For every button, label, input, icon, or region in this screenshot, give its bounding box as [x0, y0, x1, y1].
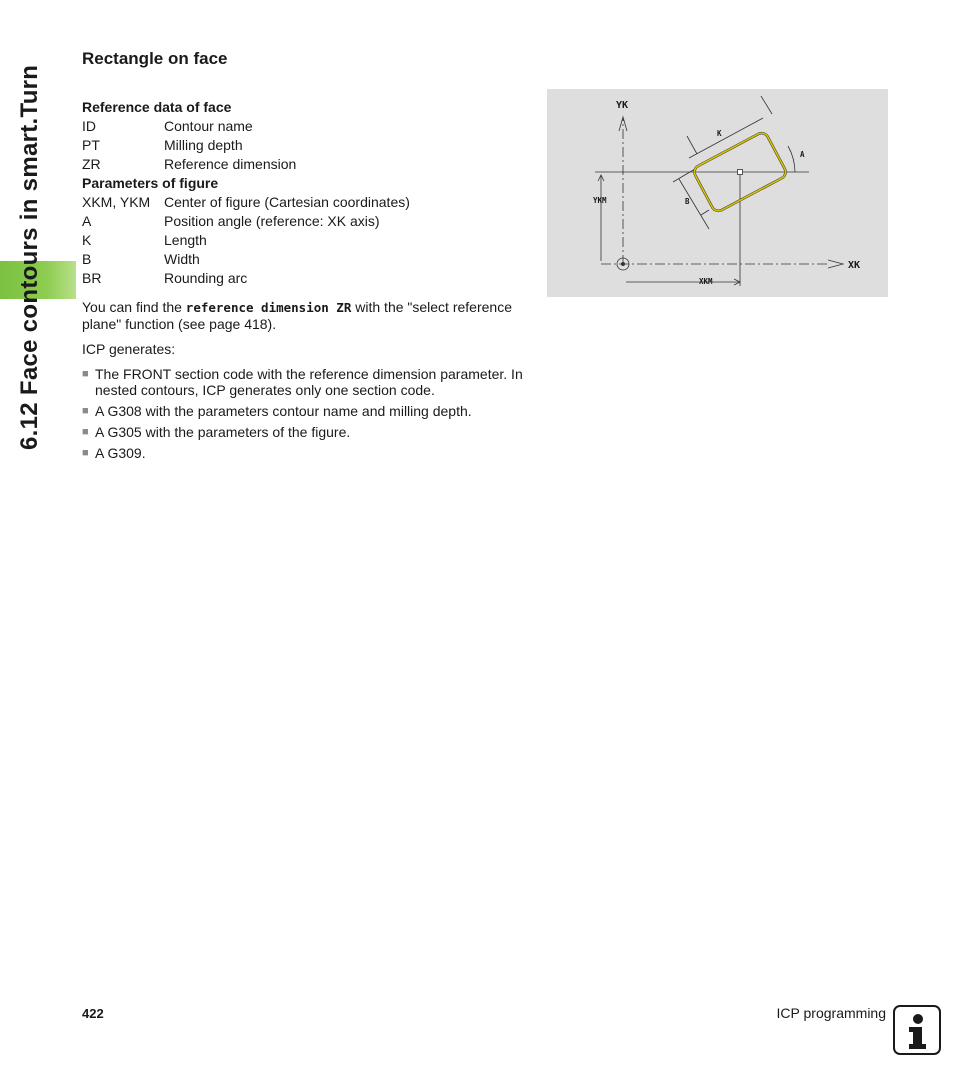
- origin-dot: [621, 262, 624, 265]
- label-b: B: [685, 197, 690, 206]
- param-row: [82, 250, 410, 269]
- param-row: [82, 117, 410, 136]
- info-glyph: [895, 1007, 939, 1053]
- label-xk: XK: [848, 260, 861, 271]
- list-item-text: A G308 with the parameters contour name and milling depth.: [95, 403, 472, 419]
- label-a: A: [800, 150, 805, 159]
- label-k: K: [717, 129, 722, 138]
- generates-intro: ICP generates:: [82, 341, 176, 357]
- param-key: A: [82, 213, 92, 229]
- param-key: B: [82, 251, 92, 267]
- b-dimension-line: [679, 179, 709, 229]
- b-extension-top: [673, 169, 695, 182]
- center-marker: [738, 170, 743, 175]
- section-title: Rectangle on face: [82, 49, 228, 68]
- param-value: Milling depth: [164, 137, 243, 153]
- list-item-text: A G305 with the parameters of the figure.: [95, 424, 351, 440]
- list-item-text: A G309.: [95, 445, 146, 461]
- generates-list: [82, 366, 532, 466]
- label-yk: YK: [616, 100, 629, 111]
- list-item: [82, 366, 532, 398]
- k-extension-left: [687, 136, 697, 154]
- param-key: XKM, YKM: [82, 194, 151, 210]
- bullet-square-icon: ■: [82, 426, 89, 438]
- chapter-title: 6.12 Face contours in smart.Turn: [16, 64, 43, 450]
- figure-drawing: [547, 89, 888, 297]
- param-value: Position angle (reference: XK axis): [164, 213, 380, 229]
- footer-section: ICP programming: [776, 1005, 886, 1021]
- param-row: [82, 231, 410, 250]
- page-number: 422: [82, 1006, 104, 1021]
- reference-heading: Reference data of face: [82, 99, 232, 115]
- label-xkm: XKM: [699, 277, 713, 286]
- param-row: [82, 193, 410, 212]
- note-text-after: with the "select reference plane" function (see page 418).: [82, 299, 512, 332]
- note-text-before: You can find the: [82, 299, 186, 315]
- info-icon: [893, 1005, 941, 1055]
- label-ykm: YKM: [593, 196, 607, 205]
- bullet-square-icon: ■: [82, 447, 89, 459]
- param-row: [82, 212, 410, 231]
- param-value: Length: [164, 232, 207, 248]
- param-row: [82, 155, 410, 174]
- list-item: [82, 445, 532, 461]
- param-value: Center of figure (Cartesian coordinates): [164, 194, 410, 210]
- param-value: Rounding arc: [164, 270, 248, 286]
- param-key: ZR: [82, 156, 101, 172]
- param-value: Contour name: [164, 118, 253, 134]
- param-value: Width: [164, 251, 200, 267]
- reference-data-block: [82, 98, 410, 288]
- reference-dimension-note: [82, 299, 527, 332]
- param-row: [82, 136, 410, 155]
- list-item: [82, 403, 532, 419]
- angle-a-arc: [788, 146, 795, 172]
- param-key: BR: [82, 270, 102, 286]
- parameters-heading: Parameters of figure: [82, 175, 219, 191]
- code-reference-dimension: reference dimension ZR: [185, 300, 352, 315]
- bullet-square-icon: ■: [82, 405, 89, 417]
- param-value: Reference dimension: [164, 156, 297, 172]
- param-key: ID: [82, 118, 96, 134]
- param-key: PT: [82, 137, 100, 153]
- list-item: [82, 424, 532, 440]
- xk-axis-arrow: [828, 260, 843, 268]
- bullet-square-icon: ■: [82, 368, 89, 380]
- param-key: K: [82, 232, 92, 248]
- list-item-text: The FRONT section code with the reference dimension parameter. In nested contours, ICP generates only one section code.: [95, 366, 523, 398]
- rectangle-on-face-figure: [547, 89, 888, 297]
- k-extension-right: [761, 96, 772, 114]
- param-row: [82, 269, 410, 288]
- b-extension-bottom: [701, 210, 709, 215]
